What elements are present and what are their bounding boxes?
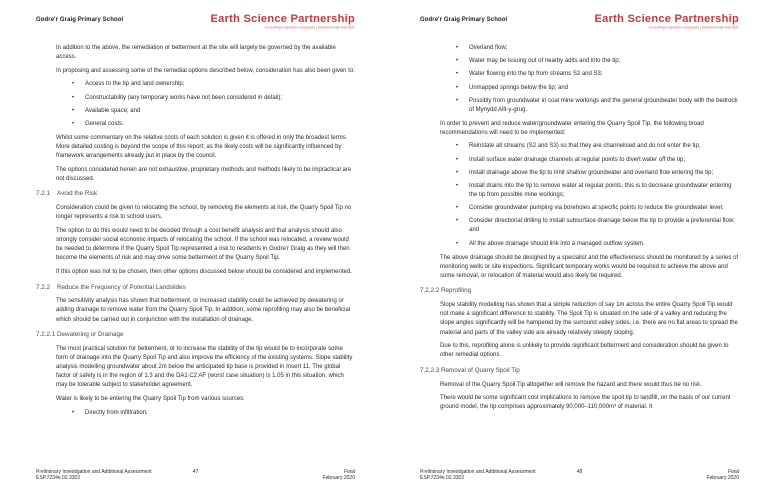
- footer-left: [36, 469, 193, 483]
- footer-right: [582, 469, 739, 483]
- bullet-item: [72, 107, 355, 116]
- paragraph: Slope stability modelling has shown that a simple reduction of say 1m across the entire Quarry Spoil Tip would not make a significant difference to stability. The Spoil Tip is situated on the side of a valley and reducing the slope angles significantly will be hampered by the surround valley sides, i.e. there are no flat areas to spread the material and parts of the valley side are already relatively steeply sloping.: [440, 302, 738, 336]
- logo-tagline: Consulting Engineers | Geologists | Environmental Scientists: [264, 26, 355, 30]
- bullet-item: [456, 169, 739, 178]
- page-header: [420, 13, 739, 33]
- paragraph: The sensitivity analysis has shown that betterment, or increased stability could be achieved by dewatering or adding drainage to remove water from the Quarry Spoil Tip. In addition, some reprofiling may also be beneficial which should be carried out in conjunction with the installation of drainage.: [56, 298, 351, 323]
- client-name: Godre'r Graig Primary School: [36, 17, 124, 23]
- bullet-text: Access to the tip and land ownership;: [85, 81, 185, 88]
- footer-status: Final: [728, 468, 739, 475]
- company-logo: [167, 13, 355, 33]
- bullet-item: [456, 84, 739, 93]
- paragraph: The options considered herein are not exhaustive, proprietary methods and methods likely to be impractical are not discussed.: [56, 166, 352, 182]
- bullet-text: Overland flow;: [469, 45, 508, 51]
- paragraph: The option to do this would need to be decided through a cost benefit analysis and that analysis should also strongly consider social economic impacts of relocating the school. If the school was relocated, a review would be needed to determine if the Quarry Spoil Tip represented a risk to residents in Godre'r Graig as they will then become the elements of risk and may drive some betterment of the Quarry Spoil Tip.: [56, 227, 350, 262]
- footer-doc-ref: ESP.7234e.02.3302: [36, 475, 81, 482]
- bullet-icon: •: [456, 205, 459, 212]
- bullet-list: [56, 80, 355, 129]
- logo-title: Earth Science Partnership: [210, 13, 355, 25]
- bullet-item: [456, 57, 739, 66]
- bullet-item: [456, 44, 739, 53]
- bullet-item: [72, 94, 355, 103]
- footer-doc-ref: ESP.7234e.02.3302: [420, 475, 465, 482]
- section-heading: [36, 284, 355, 293]
- section-title: Avoid the Risk: [57, 190, 98, 198]
- bullet-icon: •: [456, 218, 459, 225]
- bullet-item: [456, 217, 739, 235]
- paragraph: In proposing and assessing some of the remedial options described below, consideration has also been given to:: [56, 67, 355, 74]
- paragraph: Due to this, reprofiling alone is unlikely to provide significant betterment and consideration should be given to other remedial options.: [440, 343, 729, 359]
- bullet-icon: •: [456, 143, 459, 150]
- paragraph: The above drainage should be designed by a specialist and the effectiveness should be monitored by a series of monitoring wells or site inspections. Significant temporary works would be required to achieve the above and some removal, or relocation of material would also likely be required.: [440, 254, 739, 279]
- section-number: 7.2.2.1: [36, 331, 56, 339]
- bullet-text: Available space; and: [85, 107, 141, 114]
- page-number: 48: [576, 468, 583, 475]
- footer-left: [420, 469, 577, 483]
- paragraph: In addition to the above, the remediation or betterment at the site will largely be governed by the available access.: [56, 45, 336, 61]
- paragraph: Whilst some commentary on the relative costs of each solution is given it is offered in only the broadest terms. More detailed costing is beyond the scope of this report; as the likely costs will be significantly influenced by framework arrangements already put in place by the council.: [56, 134, 348, 160]
- section-heading: [36, 331, 355, 340]
- page-content: [420, 44, 739, 413]
- bullet-item: [456, 142, 739, 151]
- footer-status: Final: [344, 468, 355, 475]
- bullet-icon: •: [456, 183, 459, 190]
- section-title: Dewatering or Drainage: [57, 331, 124, 339]
- bullet-item: [456, 204, 739, 213]
- bullet-icon: •: [72, 81, 75, 88]
- paragraph: Removal of the Quarry Spoil Tip altogether will remove the hazard and there would thus be no risk.: [440, 381, 702, 388]
- bullet-icon: •: [72, 409, 75, 416]
- section-number: 7.2.2: [36, 283, 51, 291]
- client-name: Godre'r Graig Primary School: [420, 17, 508, 23]
- bullet-icon: •: [456, 169, 459, 176]
- bullet-icon: •: [456, 45, 459, 51]
- bullet-text: Install drains into the tip to remove water at regular points, this is to decrease groundwater entering the tip from possible mine workings;: [469, 183, 732, 199]
- bullet-text: Install surface water drainage channels at regular points to divert water off the tip;: [469, 156, 686, 163]
- bullet-icon: •: [72, 120, 75, 127]
- paragraph: There would be some significant cost implications to remove the spoil tip to landfill, on the basis of our current ground model, the tip comprises approximately 90,000–110,000m³ of material. It: [440, 395, 731, 411]
- bullet-text: General costs.: [85, 120, 124, 127]
- section-heading: [420, 287, 739, 296]
- bullet-text: Consider directional drilling to install subsurface drainage below the tip to provide a preferential flow; and: [469, 218, 735, 234]
- page-header: [36, 13, 355, 33]
- bullet-list: [440, 142, 739, 248]
- bullet-icon: •: [72, 107, 75, 114]
- bullet-item: [72, 80, 355, 89]
- bullet-icon: •: [456, 58, 459, 65]
- bullet-item: [456, 182, 739, 200]
- bullet-icon: •: [456, 156, 459, 163]
- logo-title: Earth Science Partnership: [594, 13, 739, 25]
- footer-doc-title: Preliminary Investigation and Additional Assessment: [36, 468, 152, 475]
- footer-right: [198, 469, 355, 483]
- bullet-text: Water may be issuing out of nearby adits and into the tip;: [469, 58, 621, 65]
- paragraph: Water is likely to be entering the Quarry Spoil Tip from various sources:: [56, 396, 245, 403]
- section-title: Reprofiling: [441, 287, 472, 295]
- bullet-item: [72, 120, 355, 129]
- bullet-item: [456, 97, 739, 115]
- section-title: Removal of Quarry Spoil Tip: [441, 366, 520, 374]
- section-number: 7.2.2.3: [420, 366, 440, 374]
- bullet-item: [456, 156, 739, 165]
- bullet-icon: •: [72, 94, 75, 101]
- bullet-text: Water flowing into the tip from streams S2 and S3;: [469, 71, 603, 78]
- paragraph: The most practical solution for betterment, or to increase the stability of the tip would be to incorporate some form of drainage into the Quarry Spoil Tip and also improve the efficiency of the existing systems. Slope stability analysis modelling groundwater about 2m below the anticipated tip base is provided in Insert 11. The global factor of safety is in the region of 1.3 and the DA1 C2 AF (worst case situation) is 1.05 in this situation, which may be tolerable subject to stakeholder agreement.: [56, 345, 353, 389]
- section-heading: [420, 367, 739, 376]
- footer-doc-title: Preliminary Investigation and Additional Assessment: [420, 468, 536, 475]
- section-number: 7.2.2.2: [420, 287, 440, 295]
- document-page-right: [384, 0, 768, 498]
- bullet-list: [56, 409, 355, 418]
- bullet-item: [456, 240, 739, 249]
- section-heading: [36, 190, 355, 199]
- bullet-text: Unmapped springs below the tip; and: [469, 84, 569, 91]
- paragraph: Consideration could be given to relocating the school, by removing the elements at risk, the Quarry Spoil Tip no longer represents a risk to school users.: [56, 205, 352, 221]
- paragraph: In order to prevent and reduce water/groundwater entering the Quarry Spoil Tip, the following broad recommendations will need to be implemented:: [440, 120, 704, 136]
- bullet-text: Directly from infiltration;: [85, 409, 148, 416]
- bullet-icon: •: [456, 71, 459, 78]
- footer-date: February 2020: [706, 475, 739, 482]
- page-number: 47: [192, 468, 199, 475]
- bullet-text: Possibly from groundwater in coal mine workings and the general groundwater body with the bedrock of Mynydd Allt-y-grug.: [469, 97, 738, 113]
- bullet-text: Consider groundwater pumping via boreholes at specific points to reduce the groundwater level;: [469, 205, 724, 212]
- page-footer: [36, 469, 355, 483]
- section-title: Reduce the Frequency of Potential Landslides: [57, 283, 186, 291]
- paragraph: If this option was not to be chosen, then other options discussed below should be considered and implemented.: [56, 268, 352, 275]
- bullet-text: Reinstate all streams (S2 and S3) so that they are channelised and do not enter the tip;: [469, 143, 701, 150]
- footer-date: February 2020: [322, 475, 355, 482]
- bullet-icon: •: [456, 97, 459, 104]
- bullet-text: Constructability (any temporary works have not been considered in detail);: [85, 94, 283, 101]
- bullet-icon: •: [456, 240, 459, 247]
- bullet-item: [72, 409, 355, 418]
- bullet-item: [456, 70, 739, 79]
- page-footer: [420, 469, 739, 483]
- bullet-icon: •: [456, 84, 459, 91]
- bullet-text: Install drainage above the tip to limit shallow groundwater and overland flow entering the tip;: [469, 169, 714, 176]
- company-logo: [551, 13, 739, 33]
- bullet-list: [440, 44, 739, 115]
- page-content: [36, 44, 355, 418]
- section-number: 7.2.1: [36, 190, 51, 198]
- logo-tagline: Consulting Engineers | Geologists | Environmental Scientists: [648, 26, 739, 30]
- bullet-text: All the above drainage should link into a managed outflow system.: [469, 240, 645, 247]
